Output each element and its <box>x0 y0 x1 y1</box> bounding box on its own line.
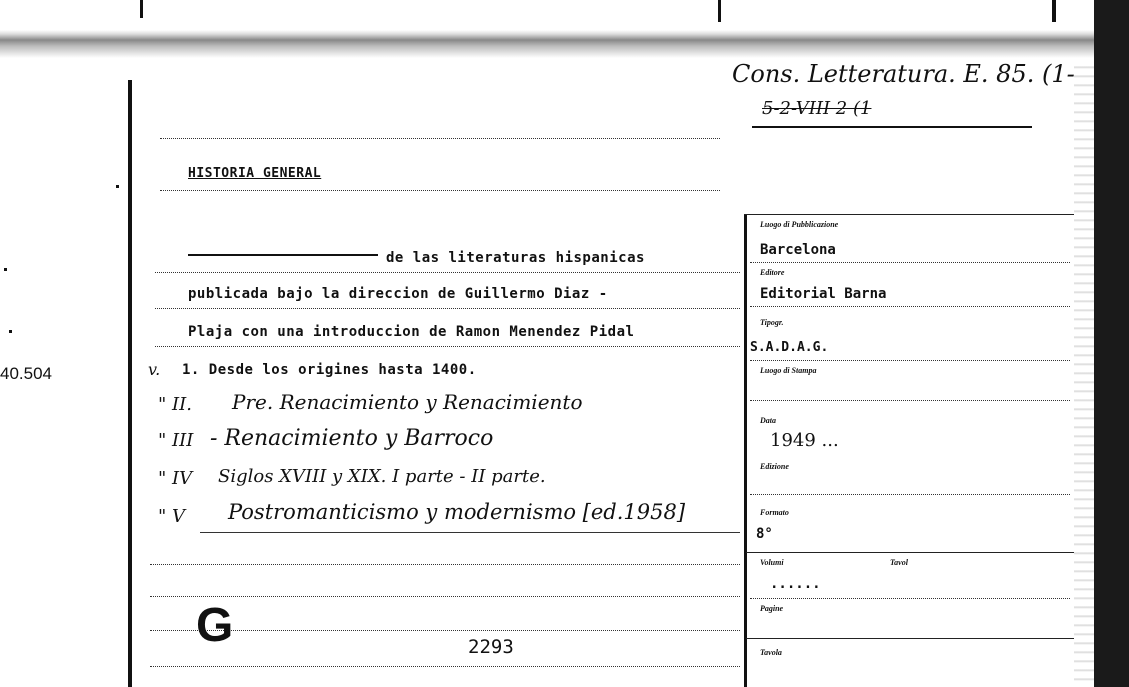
edizione-label: Edizione <box>760 462 789 471</box>
scan-right-edge <box>1094 0 1129 687</box>
luogo-stampa-rule <box>750 400 1070 401</box>
data-value: 1949 ... <box>770 430 839 451</box>
side-panel-border <box>744 214 747 687</box>
rule-lower-1 <box>150 564 740 565</box>
title-dash <box>188 254 378 256</box>
margin-dot-2 <box>9 330 12 333</box>
formato-label: Formato <box>760 508 789 517</box>
scan-right-edge-light <box>1074 60 1094 687</box>
rule-lower-2 <box>150 596 740 597</box>
rule-line-2 <box>155 308 740 309</box>
formato-value: 8° <box>756 526 773 542</box>
typed-line-4-prefix: v. <box>148 360 161 379</box>
footer-letter: G <box>196 599 234 652</box>
tipografo-rule <box>750 360 1070 361</box>
hand-vol2-num: " II. <box>158 394 192 415</box>
rule-line-3 <box>155 346 740 347</box>
typed-line-1: de las literaturas hispanicas <box>386 250 645 266</box>
hand-vol4: Siglos XVIII y XIX. I parte - II parte. <box>218 466 546 487</box>
side-panel-top <box>744 214 1074 215</box>
margin-dot-1 <box>4 268 7 271</box>
volumi-value: ...... <box>770 576 821 592</box>
hand-vol3-num: " III <box>158 430 194 451</box>
data-label: Data <box>760 416 776 425</box>
volumi-rule <box>750 598 1070 599</box>
editore-value: Editorial Barna <box>760 286 887 302</box>
formato-rule <box>746 552 1074 553</box>
luogo-label: Luogo di Pubblicazione <box>760 220 839 229</box>
scan-top-tick-3 <box>1052 0 1056 22</box>
typed-line-2: publicada bajo la direccion de Guillermo Diaz - <box>188 286 608 302</box>
card-left-border <box>128 80 132 687</box>
luogo-value: Barcelona <box>760 242 836 258</box>
typed-line-4: 1. Desde los origines hasta 1400. <box>182 362 477 378</box>
call-number-underline <box>752 126 1032 128</box>
margin-dot-3 <box>116 185 119 188</box>
luogo-rule <box>750 262 1070 263</box>
call-number: Cons. Letteratura. E. 85. (1- <box>732 60 1075 88</box>
rule-lower-3 <box>150 630 740 631</box>
call-number-struck: 5-2-VIII 2 (1 <box>762 98 872 119</box>
hand-vol2: Pre. Renacimiento y Renacimiento <box>232 390 583 414</box>
scan-top-tick-2 <box>718 0 721 22</box>
tavole-label: Tavol <box>890 558 908 567</box>
pagine-label: Pagine <box>760 604 784 613</box>
luogo-stampa-label: Luogo di Stampa <box>760 366 817 375</box>
tipografo-label: Tipogr. <box>760 318 784 327</box>
rule-line-1 <box>155 272 740 273</box>
scan-top-tick-1 <box>140 0 143 18</box>
tavole2-label: Tavola <box>760 648 782 657</box>
edizione-rule <box>750 494 1070 495</box>
card-heading: HISTORIA GENERAL <box>188 166 322 181</box>
hand-vol5: Postromanticismo y modernismo [ed.1958] <box>228 500 686 524</box>
volumi-label: Volumi <box>760 558 784 567</box>
pagine-rule <box>746 638 1074 639</box>
typed-line-3: Plaja con una introduccion de Ramon Menendez Pidal <box>188 324 635 340</box>
hand-underline <box>200 532 740 533</box>
hand-vol5-num: " V <box>158 506 185 527</box>
footer-number: 2293 <box>468 636 514 658</box>
editore-label: Editore <box>760 268 785 277</box>
rule-lower-4 <box>150 666 740 667</box>
hand-vol3: - Renacimiento y Barroco <box>210 426 494 451</box>
rule-top-1 <box>160 138 720 139</box>
left-margin-number: 40.504 <box>0 364 52 383</box>
tipografo-value: S.A.D.A.G. <box>750 340 829 355</box>
hand-vol4-num: " IV <box>158 468 193 489</box>
scan-top-strip <box>0 0 1129 60</box>
rule-heading <box>160 190 720 191</box>
editore-rule <box>750 306 1070 307</box>
